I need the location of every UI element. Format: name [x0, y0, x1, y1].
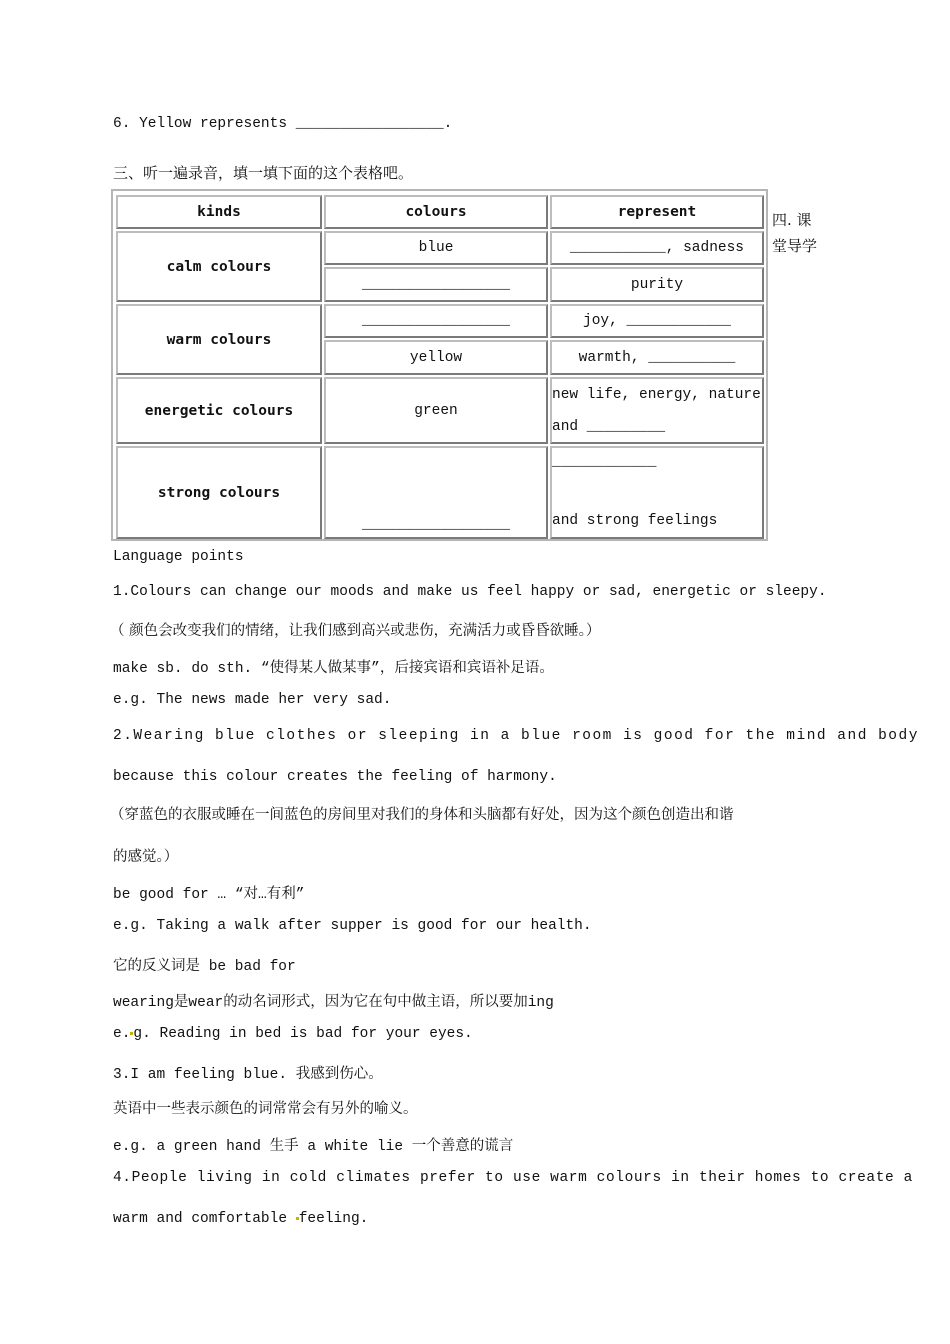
warm-represent-1: joy, ____________ [550, 304, 764, 338]
point-4-line2-a: warm and comfortable [113, 1211, 296, 1227]
energetic-represent-line2: and _________ [552, 418, 666, 435]
warm-colours-label: warm colours [116, 304, 322, 375]
warm-colour-2: yellow [324, 340, 548, 375]
side-note-line1: 四. 课 [772, 211, 812, 229]
point-2-line2: because this colour creates the feeling of harmony. [113, 769, 557, 785]
header-colours: colours [324, 195, 548, 229]
point-2-example-2-b: g. Reading in bed is bad for your eyes. [133, 1026, 473, 1042]
header-kinds: kinds [116, 195, 322, 229]
point-1-cn: （ 颜色会改变我们的情绪，让我们感到高兴或悲伤，充满活力或昏昏欲睡。） [110, 623, 601, 639]
point-2-line1: 2.Wearing blue clothes or sleeping in a blue room is good for the mind and body [113, 728, 919, 744]
point-4-line2-b: feeling. [298, 1211, 369, 1227]
point-2-cn-line2: 的感觉。） [113, 849, 179, 865]
warm-colour-1-blank: _________________ [324, 304, 548, 338]
point-3: 3.I am feeling blue. 我感到伤心。 [113, 1067, 383, 1083]
point-2-cn-line1: （穿蓝色的衣服或睡在一间蓝色的房间里对我们的身体和头脑都有好处，因为这个颜色创造出和谐 [110, 807, 734, 823]
point-3-note: 英语中一些表示颜色的词常常会有另外的喻义。 [113, 1101, 418, 1117]
energetic-colours-label: energetic colours [116, 377, 322, 444]
point-4-line2 [113, 1211, 368, 1227]
section-3-title: 三、听一遍录音，填一填下面的这个表格吧。 [113, 164, 414, 182]
energetic-represent-line1: new life, energy, nature [552, 386, 761, 403]
calm-colour-1: blue [324, 231, 548, 265]
header-represent: represent [550, 195, 764, 229]
strong-colour-blank-text: _________________ [362, 517, 510, 533]
energetic-colour: green [324, 377, 548, 444]
strong-represent-line1: ____________ [552, 454, 657, 470]
calm-represent-1: ___________, sadness [550, 231, 764, 265]
strong-colour-blank [324, 446, 548, 539]
strong-represent-line2: and strong feelings [552, 513, 718, 529]
calm-represent-2: purity [550, 267, 764, 302]
calm-colours-label: calm colours [116, 231, 322, 302]
language-points-heading: Language points [113, 549, 244, 565]
point-2-usage: be good for … “对…有利” [113, 887, 305, 903]
point-2-example: e.g. Taking a walk after supper is good for our health. [113, 918, 592, 934]
point-1-usage: make sb. do sth. “使得某人做某事”，后接宾语和宾语补足语。 [113, 661, 554, 677]
warm-represent-2: warmth, __________ [550, 340, 764, 375]
point-2-wearing-note: wearing是wear的动名词形式，因为它在句中做主语，所以要加ing [113, 995, 554, 1011]
point-4-line1: 4.People living in cold climates prefer to use warm colours in their homes to create a [113, 1170, 913, 1186]
listening-table [111, 189, 768, 541]
point-1-example: e.g. The news made her very sad. [113, 692, 392, 708]
point-2-example-2-a: e. [113, 1026, 131, 1042]
calm-colour-2-blank: _________________ [324, 267, 548, 302]
point-1: 1.Colours can change our moods and make us feel happy or sad, energetic or sleepy. [113, 584, 827, 600]
strong-colours-label: strong colours [116, 446, 322, 539]
strong-represent [550, 446, 764, 539]
point-3-example: e.g. a green hand 生手 a white lie 一个善意的谎言 [113, 1139, 514, 1155]
point-2-example-2 [113, 1026, 473, 1042]
question-6: 6. Yellow represents _________________. [113, 116, 453, 132]
point-2-antonym: 它的反义词是 be bad for [113, 959, 296, 975]
energetic-represent [550, 377, 764, 444]
side-note-line2: 堂导学 [772, 237, 818, 255]
side-note [772, 207, 817, 259]
